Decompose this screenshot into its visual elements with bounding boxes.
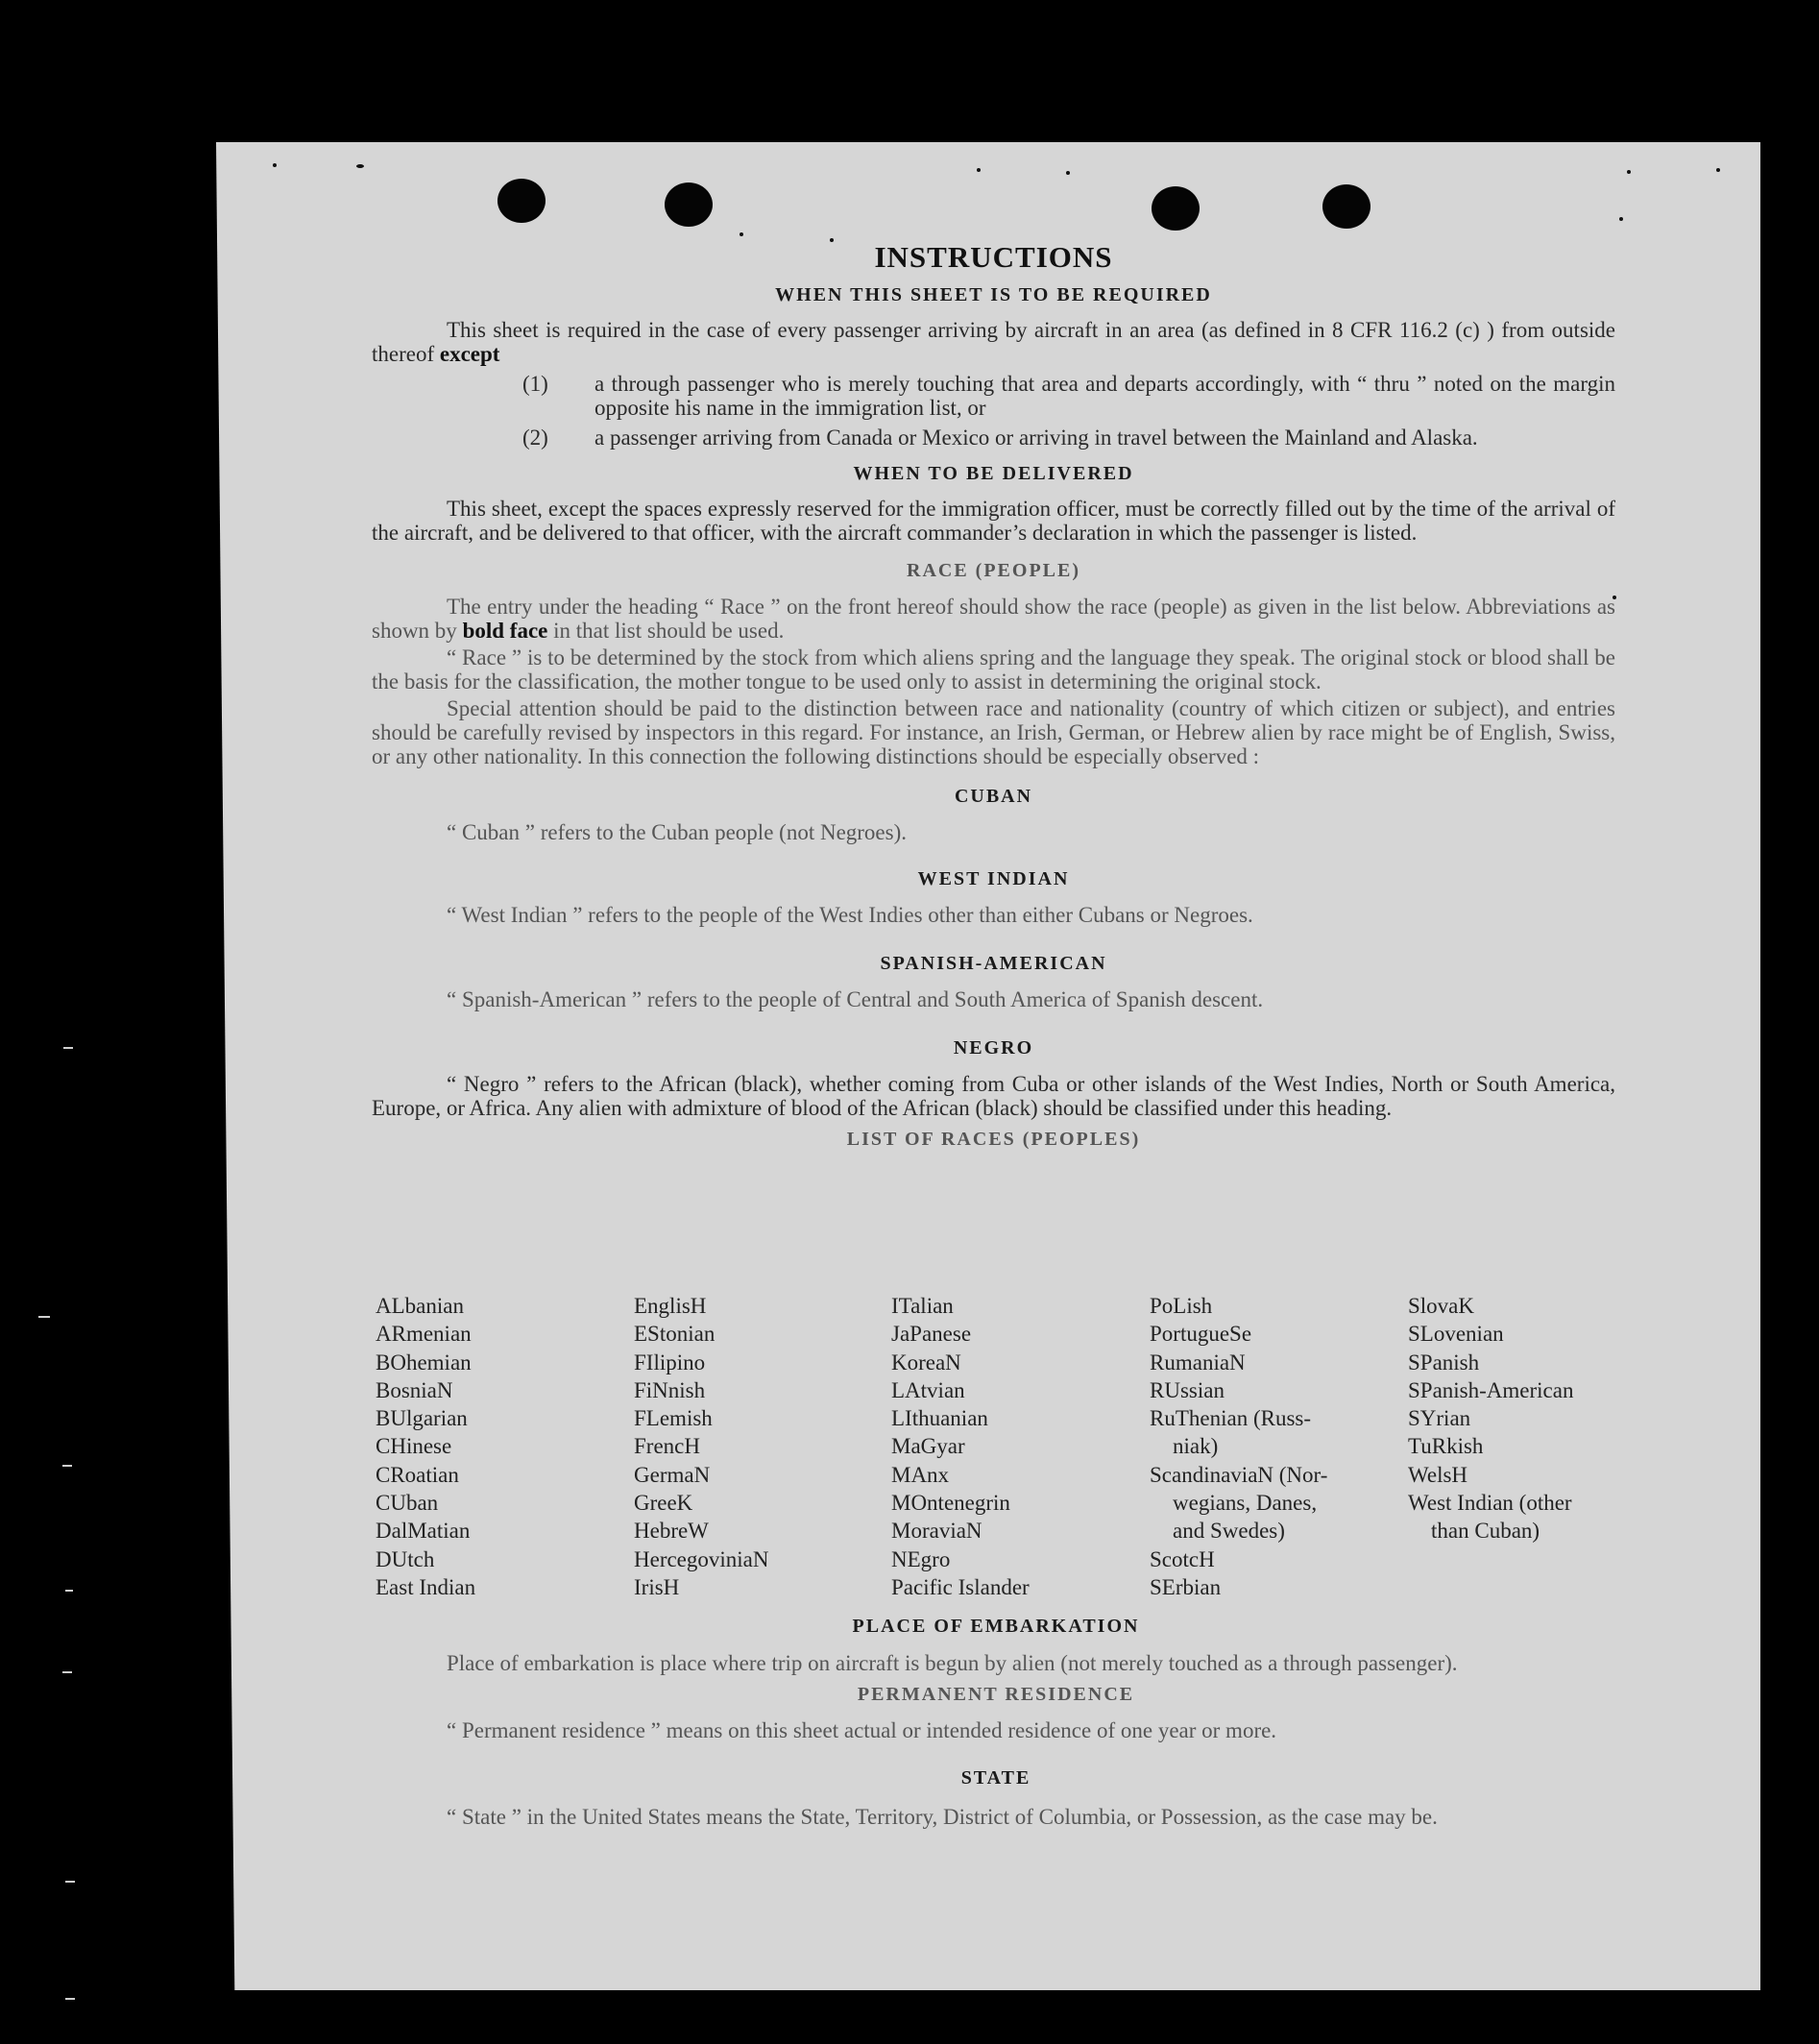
race-entry: FiNnish <box>634 1377 706 1402</box>
race-entry-continuation: and Swedes) <box>1173 1519 1285 1544</box>
race-entry: MOntenegrin <box>891 1491 1010 1516</box>
exception-number: (2) <box>522 426 548 450</box>
race-entry: CHinese <box>376 1434 452 1459</box>
race-entry: TuRkish <box>1408 1434 1484 1459</box>
race-entry: HebreW <box>634 1519 709 1544</box>
list-of-races-heading: LIST OF RACES (PEOPLES) <box>846 1129 1141 1150</box>
edge-mark <box>65 1998 75 2000</box>
race-entry: ARmenian <box>376 1322 472 1347</box>
speck <box>1716 168 1720 172</box>
speck <box>740 232 743 236</box>
state-text: “ State ” in the United States means the State, Territory, District of Columbia, or Possession, as the case may be. <box>447 1805 1438 1829</box>
race-entry: PortugueSe <box>1150 1322 1252 1347</box>
race-entry: FLemish <box>634 1406 713 1431</box>
race-entry: ALbanian <box>376 1294 464 1318</box>
race-entry: SErbian <box>1150 1574 1222 1599</box>
race-entry: SPanish <box>1408 1350 1480 1375</box>
race-column <box>376 1292 475 1601</box>
exception-item <box>372 372 1615 420</box>
race-entry: EnglisH <box>634 1294 707 1318</box>
bold-face-phrase: bold face <box>462 619 548 643</box>
race-entry: WelsH <box>1408 1462 1468 1487</box>
west-indian-text: “ West Indian ” refers to the people of the West Indies other than either Cubans or Negroes. <box>447 903 1253 927</box>
instructions-content-lower <box>372 1616 1620 1832</box>
edge-mark <box>65 1590 73 1592</box>
race-entry: BUlgarian <box>376 1406 468 1431</box>
race-column <box>1150 1292 1327 1601</box>
punch-hole <box>497 179 546 223</box>
speck <box>356 164 364 168</box>
speck <box>273 163 277 167</box>
residence-heading: PERMANENT RESIDENCE <box>857 1684 1135 1705</box>
race-entry-continuation: than Cuban) <box>1431 1519 1540 1544</box>
race-column <box>891 1292 1030 1601</box>
race-entry: East Indian <box>376 1574 476 1599</box>
race-entry-continuation: niak) <box>1173 1434 1219 1459</box>
delivered-heading: WHEN TO BE DELIVERED <box>853 463 1134 484</box>
race-entry: RUssian <box>1150 1377 1225 1402</box>
residence-text: “ Permanent residence ” means on this sheet actual or intended residence of one year or more. <box>447 1718 1277 1742</box>
race-column <box>1408 1292 1573 1545</box>
race-entry: LAtvian <box>891 1377 965 1402</box>
delivered-text: This sheet, except the spaces expressly reserved for the immigration officer, must be correctly filled out by the time of the arrival of the aircraft, and be delivered to that officer, with the aircraft commander’s declaration in which the passenger is listed. <box>372 497 1615 545</box>
race-entry: SPanish-American <box>1408 1377 1574 1402</box>
punch-hole <box>1152 186 1200 231</box>
speck <box>1627 170 1631 174</box>
race-entry: ITalian <box>891 1294 954 1318</box>
race-entry: BosniaN <box>376 1377 453 1402</box>
embarkation-text: Place of embarkation is place where trip on aircraft is begun by alien (not merely touched as a through passenger). <box>447 1651 1458 1675</box>
edge-mark <box>62 1465 72 1467</box>
race-entry: KoreaN <box>891 1350 961 1375</box>
race-entry: IrisH <box>634 1574 680 1599</box>
punch-hole <box>1322 184 1370 229</box>
state-heading: STATE <box>960 1767 1031 1788</box>
page-title: INSTRUCTIONS <box>874 240 1113 274</box>
speck <box>977 168 981 172</box>
exception-number: (1) <box>522 372 548 396</box>
race-heading: RACE (PEOPLE) <box>907 560 1080 581</box>
spanish-american-heading: SPANISH-AMERICAN <box>880 953 1107 974</box>
race-entry: CRoatian <box>376 1462 459 1487</box>
exception-item <box>372 426 1615 450</box>
race-entry: EStonian <box>634 1322 715 1347</box>
negro-text: “ Negro ” refers to the African (black), whether coming from Cuba or other islands of the West Indies, North or South America, Europe, or Africa. Any alien with admixture of blood of the African (black) should be classified under this heading. <box>372 1072 1615 1120</box>
race-entry: GreeK <box>634 1491 693 1516</box>
race-entry: ScandinaviaN (Nor- <box>1150 1462 1328 1487</box>
race-entry: RuThenian (Russ- <box>1150 1406 1312 1431</box>
cuban-text: “ Cuban ” refers to the Cuban people (not Negroes). <box>447 820 908 844</box>
race-entry: RumaniaN <box>1150 1350 1246 1375</box>
race-entry: BOhemian <box>376 1350 472 1375</box>
race-entry: FIlipino <box>634 1350 706 1375</box>
race-entry: JaPanese <box>891 1322 972 1347</box>
speck <box>1619 217 1623 221</box>
race-column <box>634 1292 769 1601</box>
race-entry: CUban <box>376 1491 439 1516</box>
exception-text: a passenger arriving from Canada or Mexico or arriving in travel between the Mainland and Alaska. <box>594 426 1478 450</box>
race-entry: ScotcH <box>1150 1546 1215 1571</box>
race-entry: MaGyar <box>891 1434 965 1459</box>
required-intro: This sheet is required in the case of every passenger arriving by aircraft in an area (as defined in 8 CFR 116.2 (c) ) from outside thereof except <box>372 318 1615 366</box>
negro-heading: NEGRO <box>953 1037 1034 1058</box>
edge-mark <box>62 1671 72 1673</box>
punch-hole <box>665 182 713 227</box>
race-entry: SlovaK <box>1408 1294 1474 1318</box>
instructions-content <box>372 240 1615 1151</box>
race-entry: LIthuanian <box>891 1406 988 1431</box>
cuban-heading: CUBAN <box>954 786 1033 807</box>
edge-mark <box>65 1881 75 1883</box>
race-entry: GermaN <box>634 1462 711 1487</box>
west-indian-heading: WEST INDIAN <box>917 868 1070 889</box>
edge-mark <box>63 1047 73 1049</box>
speck <box>1066 171 1070 175</box>
embarkation-heading: PLACE OF EMBARKATION <box>852 1616 1140 1637</box>
race-entry: Pacific Islander <box>891 1574 1030 1599</box>
spanish-american-text: “ Spanish-American ” refers to the people of Central and South America of Spanish descent. <box>447 987 1264 1011</box>
race-entry: SYrian <box>1408 1406 1471 1431</box>
race-entry: DUtch <box>376 1546 435 1571</box>
edge-mark <box>38 1316 50 1318</box>
race-entry: NEgro <box>891 1546 951 1571</box>
race-entry: MAnx <box>891 1462 950 1487</box>
race-entry: MoraviaN <box>891 1519 982 1544</box>
race-entry: DalMatian <box>376 1519 471 1544</box>
race-paragraph-3: Special attention should be paid to the distinction between race and nationality (country of which citizen or subject), and entries should be carefully revised by inspectors in this regard. For instance, an Irish, German, or Hebrew alien by race might be of English, Swiss, or any other nationality. In this connection the following distinctions should be especially observed : <box>372 696 1615 768</box>
race-entry: SLovenian <box>1408 1322 1504 1347</box>
race-entry: West Indian (other <box>1408 1491 1572 1516</box>
required-heading: WHEN THIS SHEET IS TO BE REQUIRED <box>775 284 1212 305</box>
race-paragraph-1: The entry under the heading “ Race ” on the front hereof should show the race (people) as given in the list below. Abbreviations as shown by bold face in that list should be used. <box>372 595 1615 643</box>
race-paragraph-2: “ Race ” is to be determined by the stock from which aliens spring and the language they speak. The original stock or blood shall be the basis for the classification, the mother tongue to be used only to assist in determining the original stock. <box>372 645 1615 694</box>
exception-text: a through passenger who is merely touching that area and departs accordingly, with “ thru ” noted on the margin opposite his name in the immigration list, or <box>594 372 1615 420</box>
race-entry: HercegoviniaN <box>634 1546 769 1571</box>
race-entry: FrencH <box>634 1434 700 1459</box>
race-entry-continuation: wegians, Danes, <box>1173 1491 1318 1516</box>
except-word: except <box>439 342 500 366</box>
race-entry: PoLish <box>1150 1294 1213 1318</box>
